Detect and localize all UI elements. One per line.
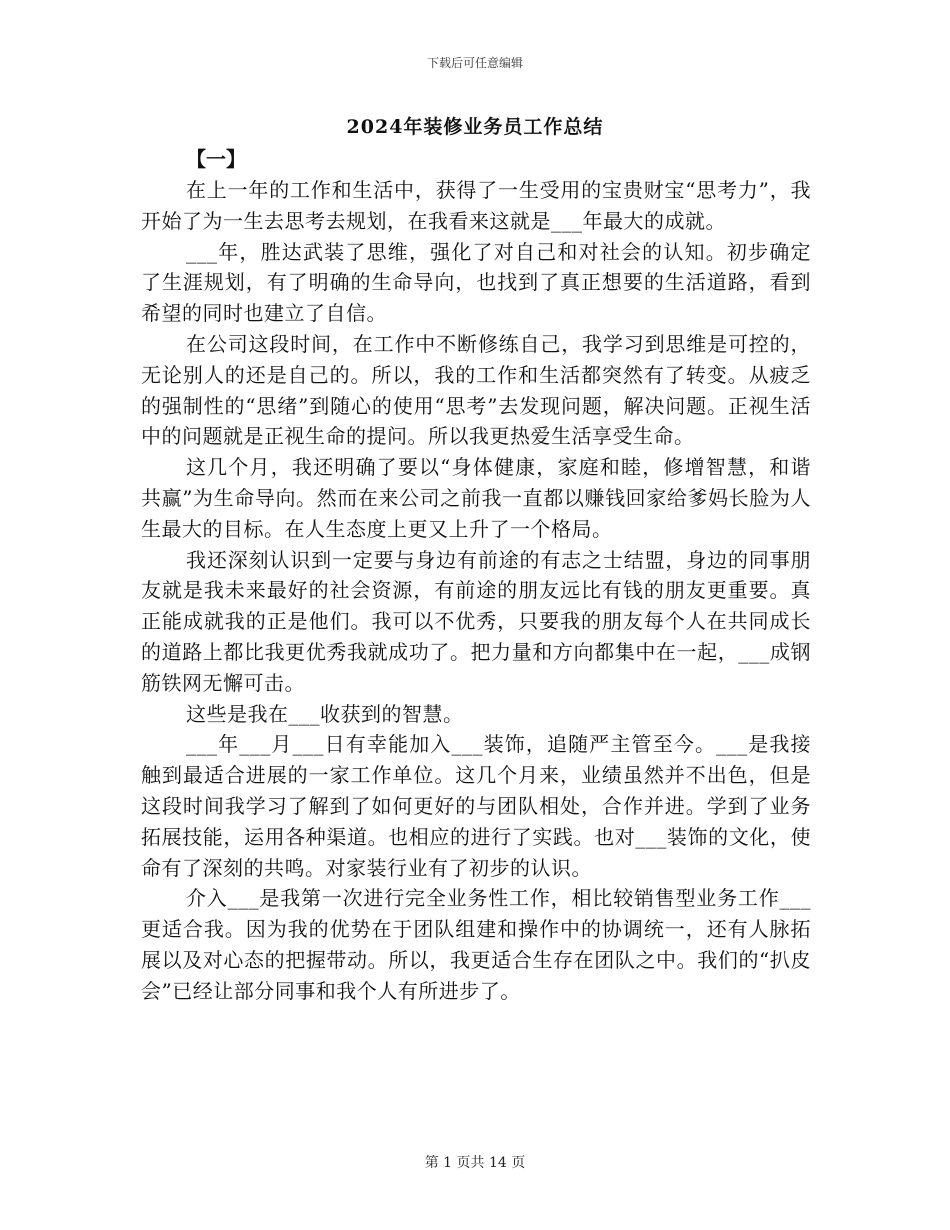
paragraph: 这几个月，我还明确了要以“身体健康，家庭和睦，修增智慧，和谐共赢”为生命导向。然而在来公司之前我一直都以赚钱回家给爹妈长脸为人生最大的目标。在人生态度上更又上升了一个格局。: [141, 455, 811, 541]
document-body: [141, 175, 811, 1007]
page-header-note: 下载后可任意编辑: [426, 56, 523, 70]
section-label: 【一】: [186, 147, 246, 171]
paragraph: ___年，胜达武装了思维，强化了对自己和对社会的认知。初步确定了生涯规划，有了明确的生命导向，也找到了真正想要的生活道路，看到希望的同时也建立了自信。: [141, 239, 811, 326]
paragraph: 介入___是我第一次进行完全业务性工作，相比较销售型业务工作___更适合我。因为我的优势在于团队组建和操作中的协调统一，还有人脉拓展以及对心态的把握带动。所以，我更适合生存在团队之中。我们的“扒皮会”已经让部分同事和我个人有所进步了。: [141, 886, 811, 1003]
document-title: 2024年装修业务员工作总结: [346, 116, 604, 138]
paragraph: 在公司这段时间，在工作中不断修练自己，我学习到思维是可控的，无论别人的还是自己的。所以，我的工作和生活都突然有了转变。从疲乏的强制性的“思绪”到随心的使用“思考”去发现问题，解决问题。正视生活中的问题就是正视生命的提问。所以我更热爱生活享受生命。: [141, 331, 811, 449]
page-footer-note: 第 1 页共 14 页: [424, 1155, 526, 1171]
paragraph: 这些是我在___收获到的智慧。: [186, 701, 464, 726]
paragraph: 我还深刻认识到一定要与身边有前途的有志之士结盟，身边的同事朋友就是我未来最好的社会资源，有前途的朋友远比有钱的朋友更重要。真正能成就我的正是他们。我可以不优秀，只要我的朋友每个人在共同成长的道路上都比我更优秀我就成功了。把力量和方向都集中在一起，___成钢筋铁网无懈可击。: [141, 547, 811, 695]
paragraph: 在上一年的工作和生活中，获得了一生受用的宝贵财宝“思考力”，我开始了为一生去思考去规划，在我看来这就是___年最大的成就。: [141, 178, 811, 233]
paragraph: ___年___月___日有幸能加入___装饰，追随严主管至今。___是我接触到最适合进展的一家工作单位。这几个月来，业绩虽然并不出色，但是这段时间我学习了解到了如何更好的与团队相处，合作并进。学到了业务拓展技能，运用各种渠道。也相应的进行了实践。也对___装饰的文化，使命有了深刻的共鸣。对家装行业有了初步的认识。: [141, 732, 811, 880]
